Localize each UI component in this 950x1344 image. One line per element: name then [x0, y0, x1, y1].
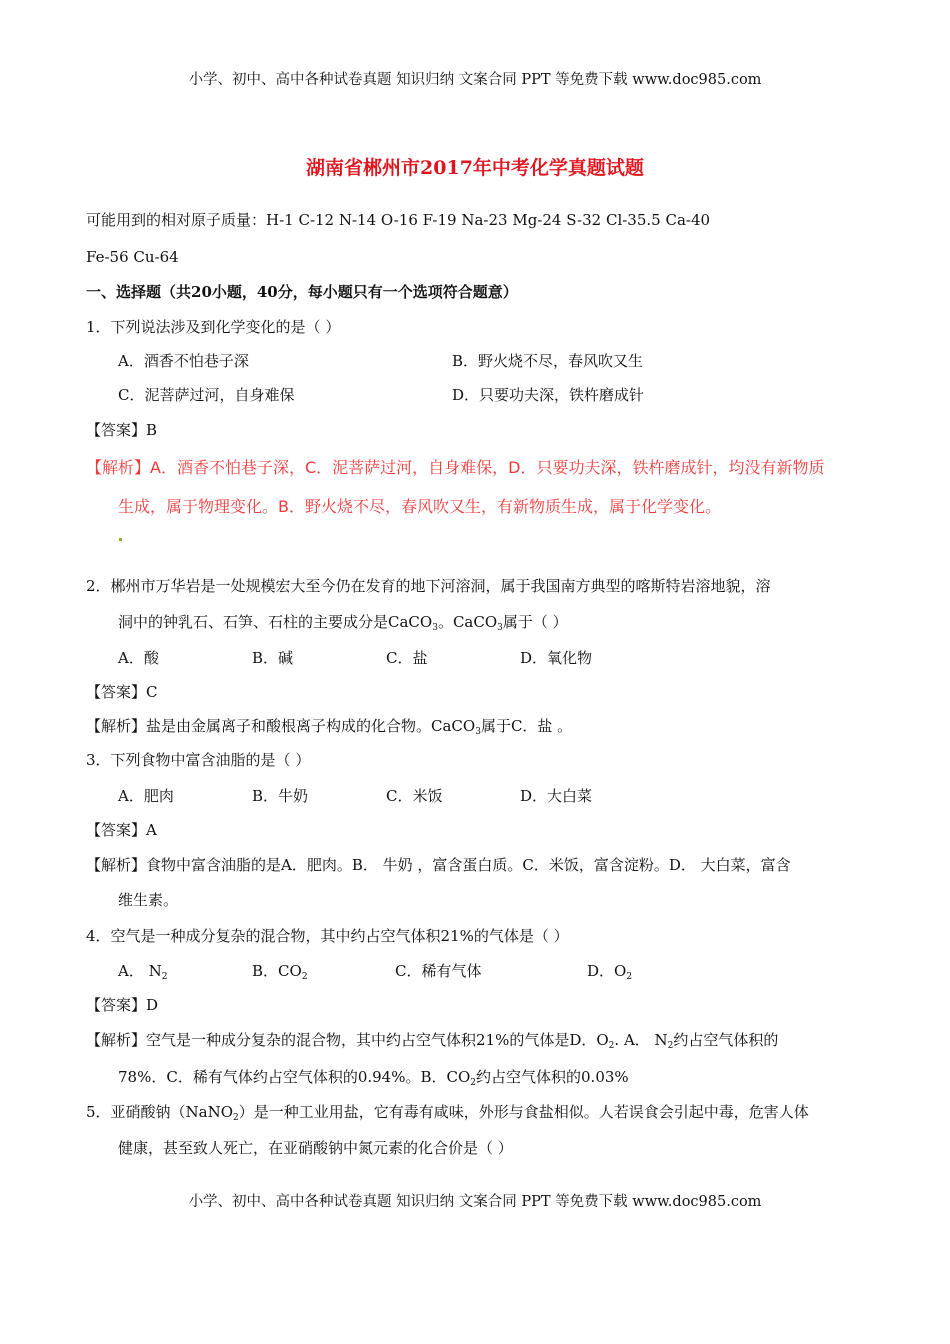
question-2-answer: 【答案】C — [86, 683, 158, 701]
question-2-analysis: 【解析】盐是由金属离子和酸根离子构成的化合物。CaCO$_3$属于C．盐 。 — [86, 717, 573, 737]
question-3-option-a: A．肥肉 — [118, 787, 174, 805]
question-4-option-a: A． $N_2$ — [118, 962, 168, 982]
question-2-option-b: B．碱 — [252, 649, 294, 667]
question-2-stem-line-2: 洞中的钟乳石、石笋、石柱的主要成分是CaCO$_3$。CaCO$_3$属于（ ） — [118, 613, 568, 633]
question-4-analysis-line-2: 78%．C．稀有气体约占空气体积的0.94%。B．$CO_2$约占空气体积的0.03% — [118, 1068, 629, 1088]
question-1-option-c: C．泥菩萨过河，自身难保 — [118, 386, 295, 404]
question-1-answer: 【答案】B — [86, 421, 158, 439]
question-4-option-c: C．稀有气体 — [395, 962, 482, 980]
question-1-stem: 1．下列说法涉及到化学变化的是（ ） — [86, 318, 341, 336]
question-4-option-d: D．$O_2$ — [587, 962, 633, 982]
question-1-option-b: B．野火烧不尽，春风吹又生 — [452, 352, 644, 370]
question-1-analysis-line-1: 【解析】A．酒香不怕巷子深，C．泥菩萨过河，自身难保，D．只要功夫深，铁杵磨成针，均没有新物质 — [86, 458, 825, 477]
question-2-option-c: C．盐 — [386, 649, 428, 667]
page-header: 小学、初中、高中各种试卷真题 知识归纳 文案合同 PPT 等免费下载 www.doc985.com — [188, 72, 762, 88]
question-4-analysis-line-1: 【解析】空气是一种成分复杂的混合物，其中约占空气体积21%的气体是D．$O_2$. A． $N_2$约占空气体积的 — [86, 1031, 779, 1051]
question-2-option-d: D．氧化物 — [520, 649, 593, 667]
question-4-answer: 【答案】D — [86, 996, 159, 1014]
question-2-stem-line-1: 2．郴州市万华岩是一处规模宏大至今仍在发育的地下河溶洞，属于我国南方典型的喀斯特岩溶地貌，溶 — [86, 577, 771, 595]
question-1-option-d: D．只要功夫深，铁杵磨成针 — [452, 386, 645, 404]
section-heading: 一、选择题（共20小题，40分，每小题只有一个选项符合题意） — [86, 283, 518, 301]
question-3-option-d: D．大白菜 — [520, 787, 593, 805]
question-5-stem-line-2: 健康，甚至致人死亡，在亚硝酸钠中氮元素的化合价是（ ） — [118, 1139, 513, 1157]
question-3-answer: 【答案】A — [86, 821, 157, 839]
question-3-stem: 3．下列食物中富含油脂的是（ ） — [86, 751, 311, 769]
question-1-option-a: A．酒香不怕巷子深 — [118, 352, 249, 370]
question-4-stem: 4．空气是一种成分复杂的混合物，其中约占空气体积21%的气体是（ ） — [86, 927, 569, 945]
question-4-option-b: B．$CO_2$ — [252, 962, 308, 982]
atomic-masses-line-2: Fe-56 Cu-64 — [86, 248, 179, 266]
page-footer: 小学、初中、高中各种试卷真题 知识归纳 文案合同 PPT 等免费下载 www.doc985.com — [188, 1194, 762, 1210]
question-2-option-a: A．酸 — [118, 649, 159, 667]
page-title: 湖南省郴州市2017年中考化学真题试题 — [306, 157, 644, 179]
question-1-analysis-line-2: 生成，属于物理变化。B．野火烧不尽，春风吹又生，有新物质生成，属于化学变化。 — [118, 497, 721, 516]
question-3-option-c: C．米饭 — [386, 787, 443, 805]
question-3-analysis-line-1: 【解析】食物中富含油脂的是A．肥肉。B． 牛奶 ，富含蛋白质。C．米饭，富含淀粉。D． 大白菜，富含 — [86, 856, 791, 874]
question-5-stem-line-1: 5．亚硝酸钠（NaNO$_2$）是一种工业用盐，它有毒有咸味，外形与食盐相似。人若误食会引起中毒，危害人体 — [86, 1103, 809, 1123]
question-3-analysis-line-2: 维生素。 — [118, 891, 179, 909]
atomic-masses-line-1: 可能用到的相对原子质量：H-1 C-12 N-14 O-16 F-19 Na-23 Mg-24 S-32 Cl-35.5 Ca-40 — [86, 211, 711, 229]
stray-mark — [119, 538, 122, 541]
question-3-option-b: B．牛奶 — [252, 787, 309, 805]
